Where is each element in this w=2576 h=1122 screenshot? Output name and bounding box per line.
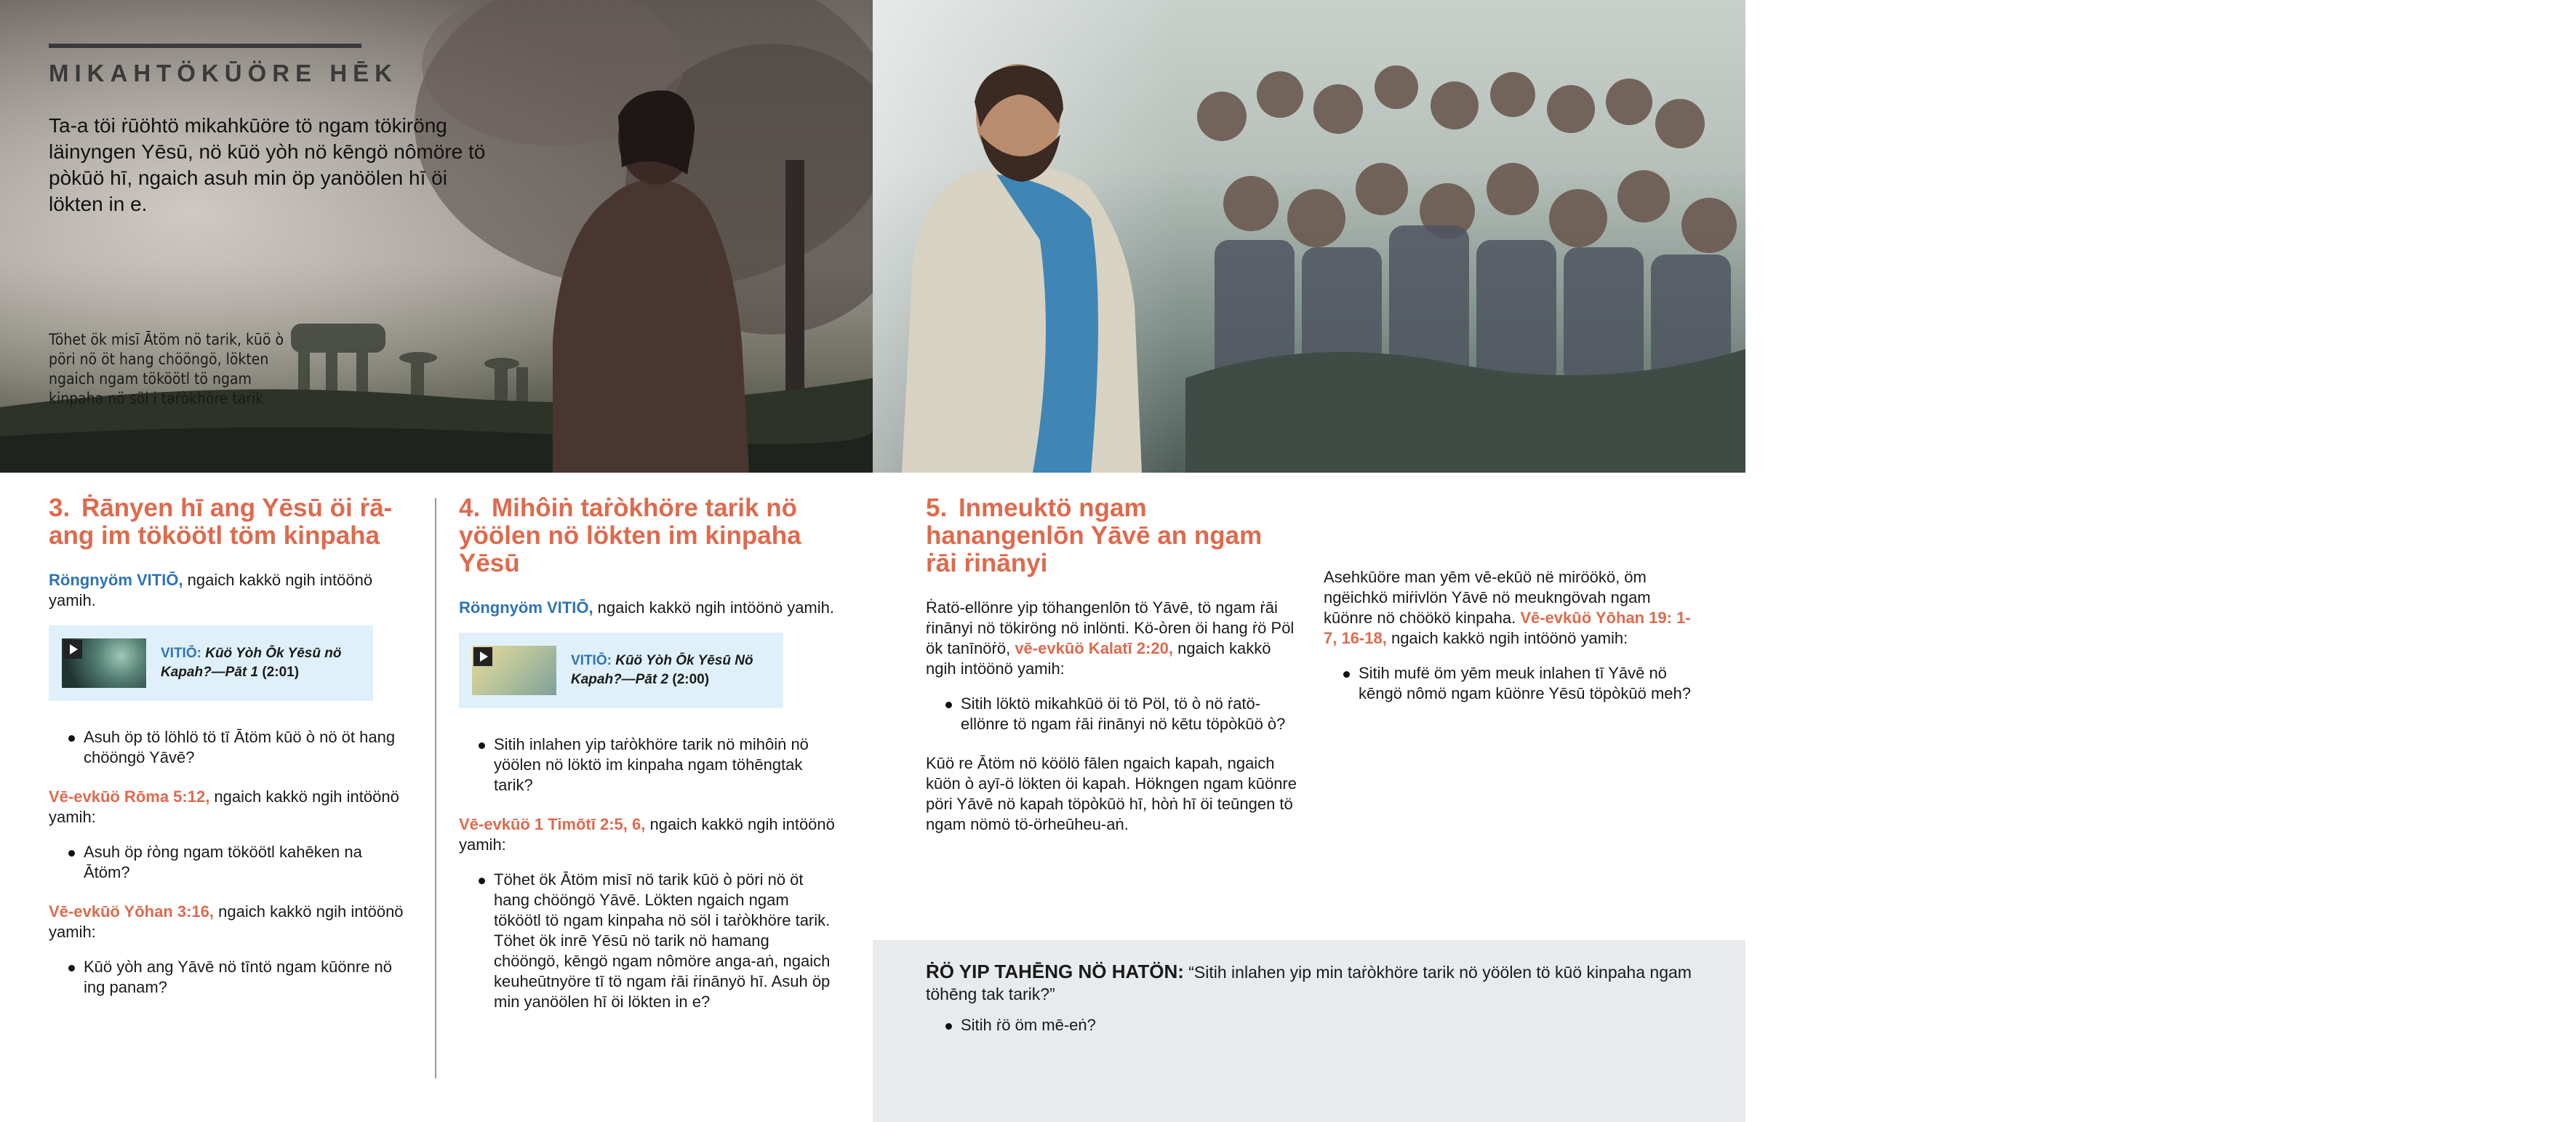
question-list [1324, 663, 1702, 704]
section-3 [49, 494, 412, 1017]
caption-adam: Töhet ök misī Ātöm nö tarik, kūö ò pöri nö öt hang chööngö, lökten ngaich ngam tököötl tö ngam kinpaha nö söl i taṙòkhöre tarik [49, 331, 284, 407]
video-card-text: VITIŌ: Kūö Yòh Ōk Yēsū Nö Kapah?—Pāt 2 (2:00) [571, 653, 753, 687]
section-4-heading [459, 494, 837, 577]
section-5-paragraph-2: Kūö re Ātöm nö köölö fālen ngaich kapah, ngaich kūön ò ayī-ö lökten öi kapah. Hökngen ngam kūönre pöri Yāvē nö kapah töpòkūö hī, hòṅ hī öi teūngen tö ngam nömö tö-örheūheu-aṅ. [926, 754, 1297, 833]
video-link-label[interactable]: Röngnyöm VITIŌ, [459, 598, 593, 617]
video-link-label[interactable]: Röngnyöm VITIŌ, [49, 571, 183, 589]
question-item: Sitih löktö mikahkūö öi tö Pöl, tö ò nö ṙatö-ellönre tö ngam ṙāi ṙinānyi nö kētu töpòkūö ò? [926, 694, 1297, 734]
scripture-instruction: Vē-evkūö Yōhan 3:16, ngaich kakkö ngih intöönö yamih: [49, 902, 404, 941]
question-item: Sitih mufë öm yēm meuk inlahen tī Yāvē nö kēngö nômö ngam kūönre Yēsū töpòkūö meh? [1324, 663, 1702, 704]
section-5 [926, 494, 1297, 849]
hero-image-jesus [873, 0, 2569, 473]
some-people-say-box [873, 940, 1745, 1122]
video-card-part-2[interactable] [459, 633, 783, 708]
section-5-heading [926, 494, 1297, 577]
question-list [49, 957, 412, 998]
some-people-say-label: ṘÖ YIP TAHĒNG NÖ HATÖN: [926, 961, 1184, 982]
question-list [49, 727, 412, 768]
section-3-heading [49, 494, 412, 550]
section-5-continued [1324, 567, 1702, 723]
some-people-say-question: ṘÖ YIP TAHĒNG NÖ HATÖN: “Sitih inlahen yip min taṙòkhöre tarik nö yöölen tö kūö kinpaha ngam töhēng tak tarik?” [926, 961, 1692, 1003]
hero-illustration-jesus [873, 0, 1745, 473]
scripture-link[interactable]: Vē-evkūö 1 Timōtī 2:5, 6, [459, 815, 646, 833]
question-list [49, 842, 412, 883]
video-card-text: VITIŌ: Kūö Yòh Ōk Yēsū nö Kapah?—Pāt 1 (2:01) [161, 646, 342, 680]
scripture-link[interactable]: Vē-evkūö Yōhan 3:16, [49, 902, 215, 921]
scripture-link[interactable]: Vē-evkūö Rōma 5:12, [49, 788, 210, 806]
section-5-paragraph-1: Ṙatö-ellönre yip töhangenlōn tö Yāvē, tö ngam ṙāi ṙinānyi nö tökiröng nö inlönti. Kö-òren öi hang ṙö Pöl ök tanīnöṙö, vē-evkūö Kalatī 2:20, ngaich kakkö ngih intöönö yamih: [926, 598, 1295, 678]
scripture-instruction: Vē-evkūö Rōma 5:12, ngaich kakkö ngih intöönö yamih: [49, 788, 399, 826]
video-duration: (2:00) [672, 672, 710, 687]
video-card-part-1[interactable] [49, 625, 373, 701]
caption-jesus: Töhet ök Yēsū misī nö tarik, hamang chööngö ngam Tēv inrē. Lökten yip taṙòkhöre tarik nö mihôiṅ nö hetlöre hēk mihôiṅ nö örheūheu nö aṅ yēn hang chööngö Yāvē [2329, 331, 2569, 446]
question-item: Kūö yòh ang Yāvē nö tīntö ngam kūönre nö ing panam? [49, 957, 412, 998]
scripture-link[interactable]: Vē-evkūö Yōhan 19: 1-7, 16-18, [1324, 609, 1691, 647]
intro-paragraph: Ta-a töi ṙūöhtö mikahkūöre tö ngam tökiröng läinyngen Yēsū, nö kūö yòh nö kēngö nômöre tö pòkūö hī, ngaich asuh min öp yanöölen hī öi lökten in e. [49, 114, 486, 215]
scripture-instruction: Vē-evkūö 1 Timōtī 2:5, 6, ngaich kakkö ngih intöönö yamih: [459, 815, 835, 854]
section-4-number: 4. [459, 494, 481, 522]
section-5-number: 5. [926, 494, 948, 522]
section-4-instruction: Röngnyöm VITIŌ, ngaich kakkö ngih intöönö yamih. [459, 598, 834, 617]
video-title: Kūö Yòh Ōk Yēsū nö Kapah?—Pāt 1 [161, 646, 342, 680]
section-4-title: Mihôiṅ taṙòkhöre tarik nö yöölen nö lökten im kinpaha Yēsū [459, 494, 801, 577]
kicker-rule [49, 44, 361, 48]
video-thumbnail[interactable] [62, 638, 146, 688]
video-duration: (2:01) [262, 665, 300, 680]
section-3-number: 3. [49, 494, 71, 522]
question-list [459, 734, 837, 796]
question-item: Töhet ök Ātöm misī nö tarik kūö ò pöri nö öt hang chööngö Yāvē. Lökten ngaich ngam tököötl tö ngam kinpaha nö söl i taṙòkhöre tarik. Töhet ök inrē Yēsū nö tarik nö hamang chööngö, kēngö ngam nômöre anga-aṅ, ngaich keuheūtnyöre tī tö ngam ṙāi ṙinānyö hī. Asuh öp min yanöölen hī öi lökten in e? [459, 870, 837, 1012]
scripture-link[interactable]: vē-evkūö Kalatī 2:20, [1015, 639, 1173, 657]
question-item: Asuh öp ṙòng ngam tököötl kahēken na Ātöm? [49, 842, 412, 883]
play-icon[interactable] [473, 647, 492, 666]
video-thumbnail[interactable] [472, 646, 556, 695]
section-5-paragraph-3: Asehkūöre man yēm vē-ekūö në miröökö, öm ngëichkö miṙivlön Yāvē nö meukngövah ngam kūönre nö chöökö kinpaha. Vē-evkūö Yōhan 19: 1-7, 16-18, ngaich kakkö ngih intöönö yamih: [1324, 568, 1691, 647]
question-item: Sitih ṙö öm mē-eṅ? [926, 1015, 1692, 1035]
section-4 [459, 494, 837, 1031]
section-3-title: Ṙānyen hī ang Yēsū öi ṙā-ang im tököötl töm kinpaha [49, 494, 393, 550]
section-kicker: MIKAHTÖKŪÖRE HĒK [49, 60, 398, 87]
question-item: Sitih inlahen yip taṙòkhöre tarik nö mihôiṅ nö yöölen nö löktö im kinpaha ngam töhēngtak tarik? [459, 734, 837, 796]
video-title: Kūö Yòh Ōk Yēsū Nö Kapah?—Pāt 2 [571, 653, 753, 687]
play-icon[interactable] [63, 640, 82, 659]
question-list [926, 694, 1297, 734]
section-5-title: Inmeuktö ngam hanangenlōn Yāvē an ngam ṙāi ṙinānyi [926, 494, 1263, 577]
hero-image-adam [0, 0, 873, 473]
column-divider [435, 498, 436, 1078]
question-list [459, 870, 837, 1012]
question-item: Asuh öp tö löhlö tö tī Ātöm kūö ò nö öt hang chööngö Yāvē? [49, 727, 412, 768]
question-list [926, 1015, 1692, 1035]
section-3-instruction: Röngnyöm VITIŌ, ngaich kakkö ngih intöönö yamih. [49, 571, 373, 609]
